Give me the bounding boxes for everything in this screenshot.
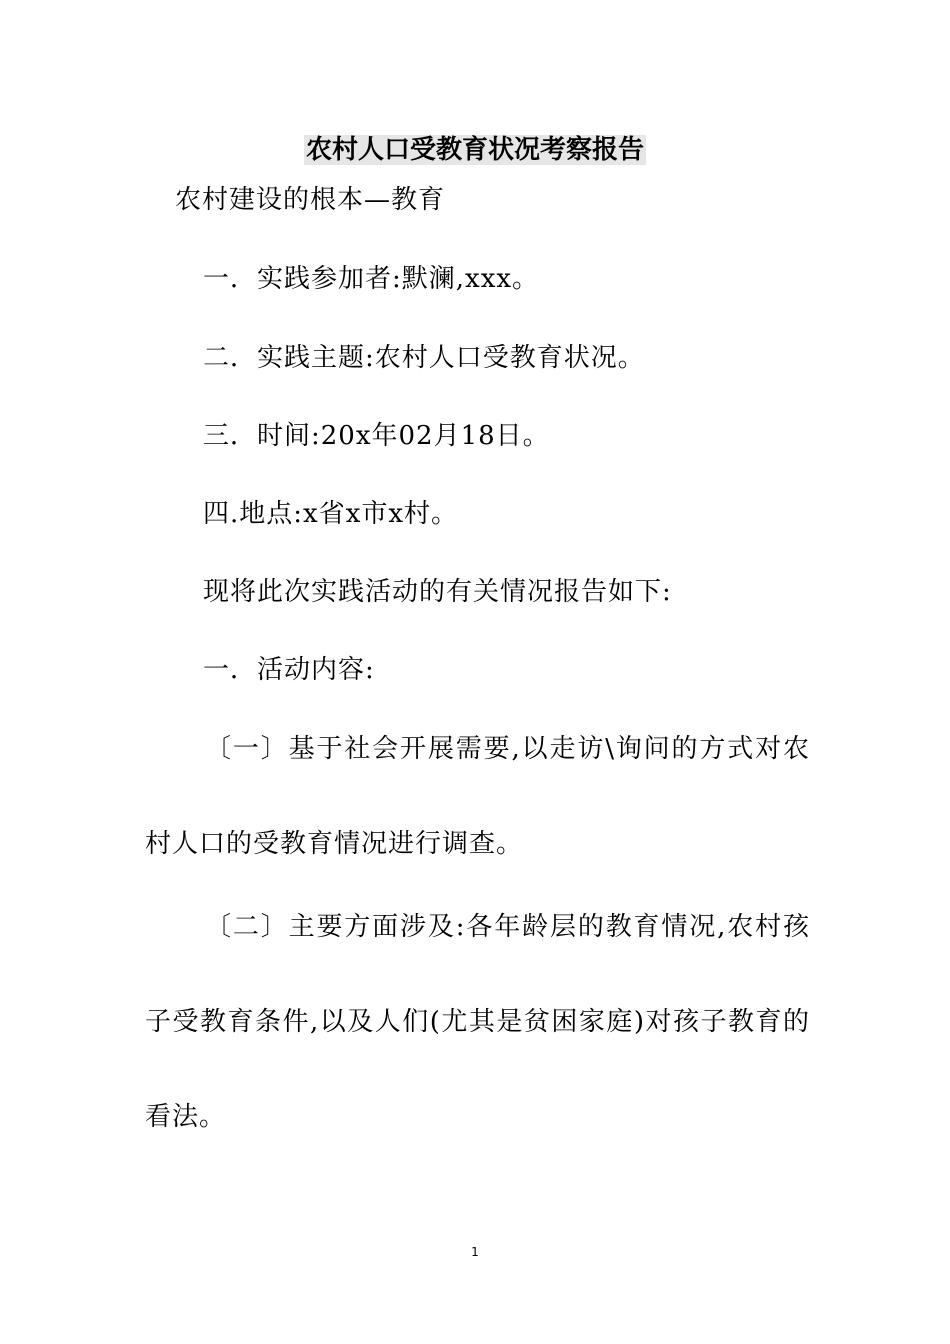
section-heading-activity: 一．活动内容:: [203, 655, 375, 685]
item-time: 三．时间:20x年02月18日。: [203, 421, 550, 451]
document-subtitle: 农村建设的根本—教育: [175, 185, 446, 215]
document-title-text: 农村人口受教育状况考察报告: [305, 135, 644, 165]
paragraph-1: 〔一〕基于社会开展需要,以走访\询问的方式对农村人口的受教育情况进行调查。: [145, 734, 810, 859]
report-intro: 现将此次实践活动的有关情况报告如下:: [203, 577, 672, 607]
paragraph-2: 〔二〕主要方面涉及:各年龄层的教育情况,农村孩子受教育条件,以及人们(尤其是贫困家庭)对孩子教育的看法。: [145, 912, 810, 1132]
document-title: [0, 130, 950, 170]
page-number: 1: [471, 1245, 479, 1259]
item-theme: 二．实践主题:农村人口受教育状况。: [203, 343, 645, 373]
item-location: 四.地点:x省x市x村。: [203, 499, 459, 529]
item-participants: 一．实践参加者:默澜,xxx。: [203, 264, 540, 294]
